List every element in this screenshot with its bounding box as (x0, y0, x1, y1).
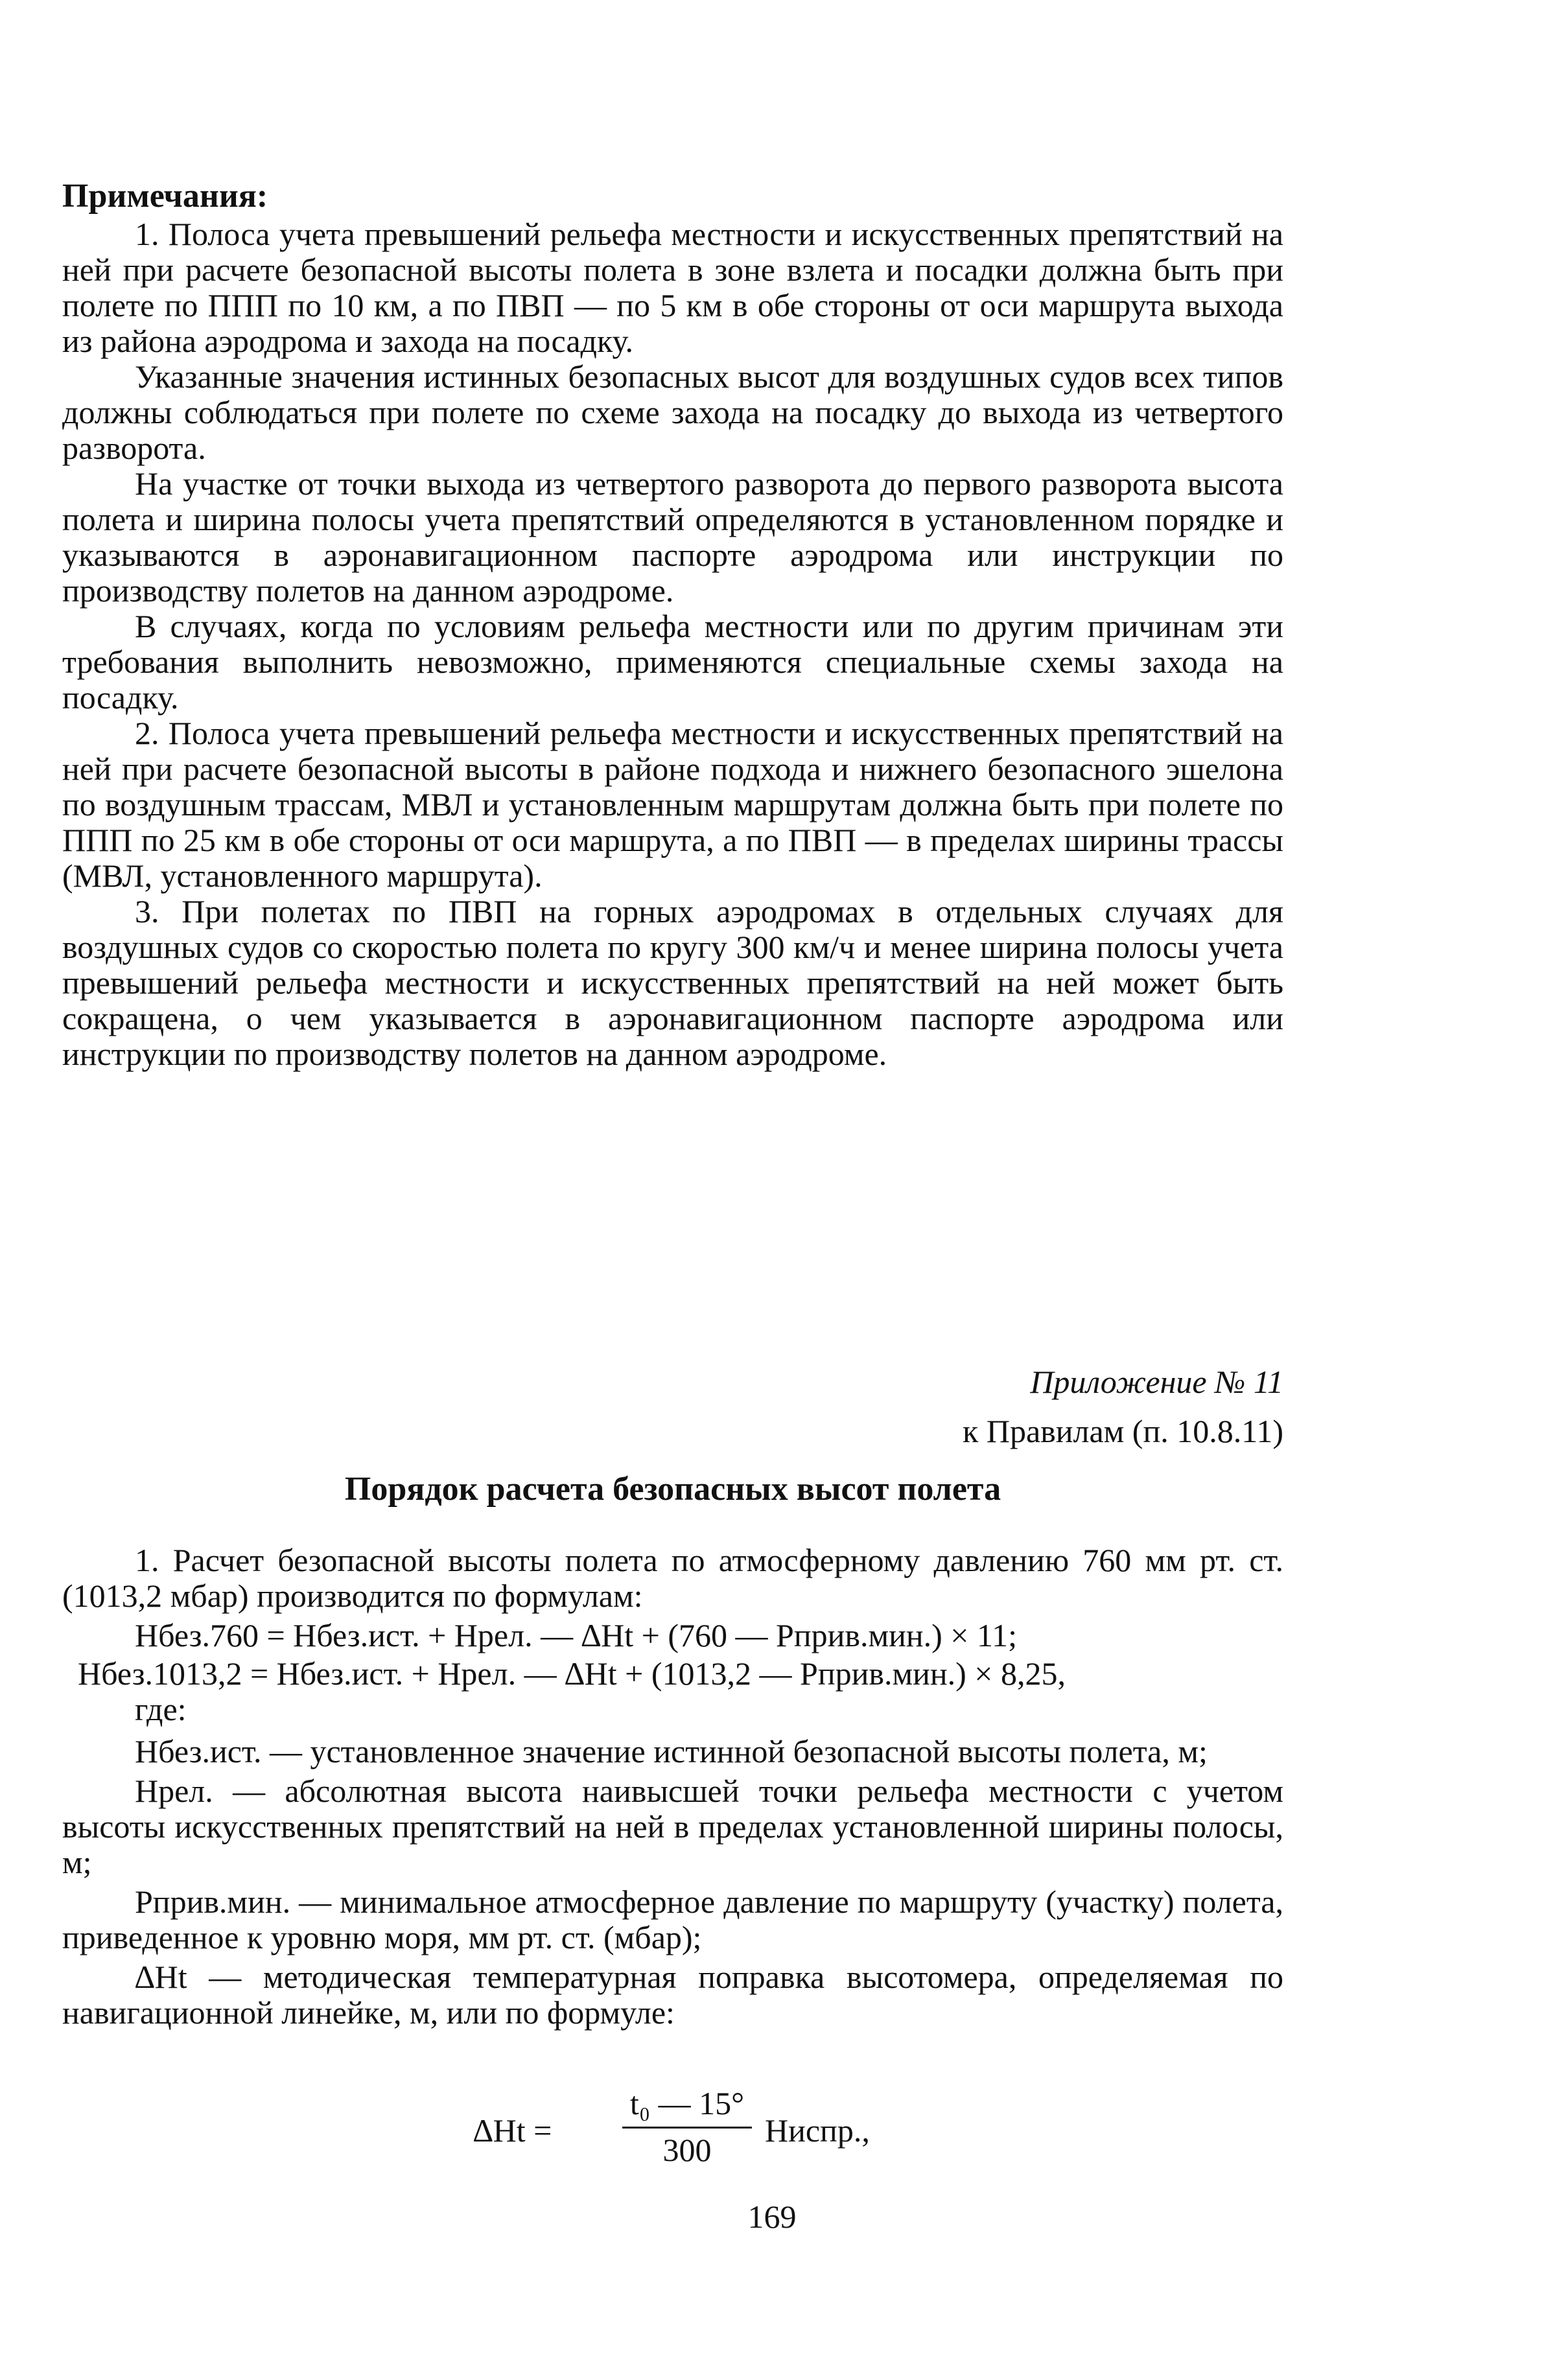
page-number: 169 (747, 2199, 797, 2235)
section-intro: 1. Расчет безопасной высоты полета по атмосферному давлению 760 мм рт. ст. (1013,2 мбар) производится по формулам: (62, 1542, 1283, 1614)
note-paragraph: 1. Полоса учета превышений рельефа местности и искусственных препятствий на ней при расчете безопасной высоты полета в зоне взлета и посадки должна быть при полете по ППП по 10 км, а по ПВП — по 5 км в обе стороны от оси маршрута выхода из района аэродрома и захода на посадку. (62, 216, 1283, 359)
appendix-reference: к Правилам (п. 10.8.11) (963, 1413, 1283, 1449)
fraction-denominator: 300 (662, 2132, 712, 2168)
formula-760: Нбез.760 = Нбез.ист. + Нрел. — ∆Ht + (760 — Рприв.мин.) × 11; (135, 1617, 1017, 1653)
definition-paragraph: Нбез.ист. — установленное значение истинной безопасной высоты полета, м; (135, 1733, 1208, 1769)
definition-paragraph: Рприв.мин. — минимальное атмосферное давление по маршруту (участку) полета, приведенное к уровню моря, мм рт. ст. (мбар); (62, 1884, 1283, 1955)
calculation-section (62, 1543, 1283, 2035)
notes-heading: Примечания: (62, 178, 268, 215)
note-paragraph: В случаях, когда по условиям рельефа местности или по другим причинам эти требования выполнить невозможно, применяются специальные схемы захода на посадку. (62, 608, 1283, 716)
fraction-bar (622, 2127, 752, 2129)
note-paragraph: 3. При полетах по ПВП на горных аэродромах в отдельных случаях для воздушных судов со скоростью полета по кругу 300 км/ч и менее ширина полосы учета превышений рельефа местности и искусственных препятствий на ней может быть сокращена, о чем указывается в аэронавигационном паспорте аэродрома или инструкции по производству полетов на данном аэродроме. (62, 893, 1283, 1072)
definition-paragraph: Нрел. — абсолютная высота наивысшей точки рельефа местности с учетом высоты искусственных препятствий на ней в пределах установленной ширины полосы, м; (62, 1773, 1283, 1880)
appendix-number: Приложение № 11 (1030, 1364, 1283, 1400)
appendix-header (713, 1357, 1283, 1456)
formula-1013: Нбез.1013,2 = Нбез.ист. + Нрел. — ∆Ht + (1013,2 — Рприв.мин.) × 8,25, (78, 1655, 1066, 1692)
notes-section (62, 178, 1283, 1072)
definition-paragraph: ∆Ht — методическая температурная поправка высотомера, определяемая по навигационной линейке, м, или по формуле: (62, 1959, 1283, 2031)
formula-lhs: ∆Ht = (473, 2112, 552, 2149)
fraction-numerator: t₀ — 15° (629, 2085, 745, 2121)
formula-rhs: Ниспр., (765, 2112, 870, 2149)
note-paragraph: На участке от точки выхода из четвертого разворота до первого разворота высота полета и ширина полосы учета препятствий определяются в установленном порядке и указываются в аэронавигационном паспорте аэродрома или инструкции по производству полетов на данном аэродроме. (62, 465, 1283, 609)
note-paragraph: Указанные значения истинных безопасных высот для воздушных судов всех типов должны соблюдаться при полете по схеме захода на посадку до выхода из четвертого разворота. (62, 358, 1283, 466)
temperature-correction-formula (0, 2086, 1544, 2176)
where-label: где: (135, 1691, 187, 1727)
section-title: Порядок расчета безопасных высот полета (344, 1471, 1001, 1508)
fraction (622, 2086, 752, 2168)
note-paragraph: 2. Полоса учета превышений рельефа местности и искусственных препятствий на ней при расчете безопасной высоты в районе подхода и нижнего безопасного эшелона по воздушным трассам, МВЛ и установленным маршрутам должна быть при полете по ППП по 25 км в обе стороны от оси маршрута, а по ПВП — в пределах ширины трассы (МВЛ, установленного маршрута). (62, 715, 1283, 894)
